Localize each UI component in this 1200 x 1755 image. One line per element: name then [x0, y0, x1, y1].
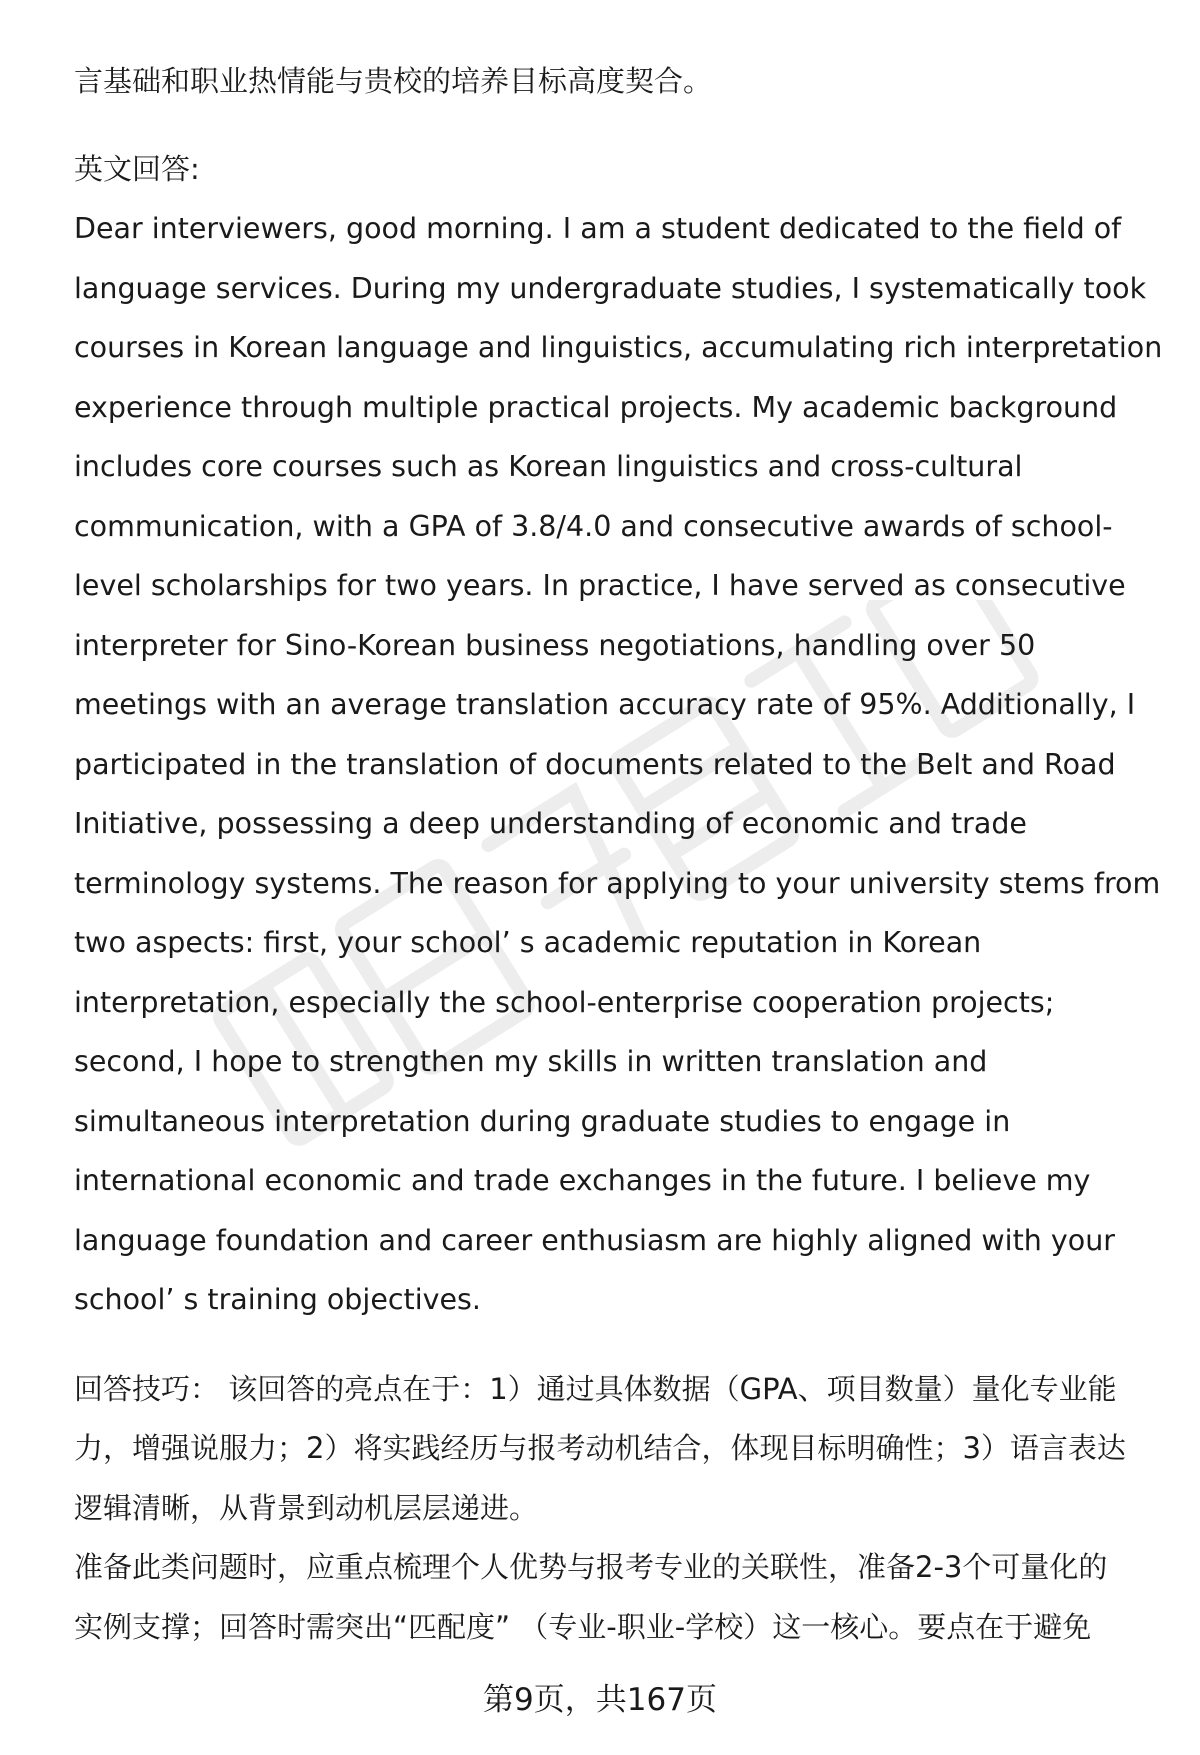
tips-line: 逻辑清晰，从背景到动机层层递进。 [74, 1490, 539, 1525]
english-line: school’ s training objectives. [74, 1283, 481, 1316]
document-body [74, 52, 1163, 1657]
english-line: includes core courses such as Korean linguistics and cross-cultural [74, 450, 1023, 483]
english-line: language services. During my undergraduate studies, I systematically took [74, 271, 1147, 305]
intro-tail-text: 言基础和职业热情能与贵校的培养目标高度契合。 [74, 64, 713, 98]
english-answer-heading: 英文回答: [74, 151, 200, 186]
english-line: communication, with a GPA of 3.8/4.0 and consecutive awards of school- [74, 509, 1113, 543]
english-line: terminology systems. The reason for applying to your university stems from [74, 866, 1161, 900]
english-line: Dear interviewers, good morning. I am a student dedicated to the field of [74, 212, 1122, 245]
tips-line: 实例支撑；回答时需突出“匹配度” （专业-职业-学校）这一核心。要点在于避免 [74, 1609, 1092, 1644]
answer-tips-section [74, 1360, 1156, 1658]
spacer [74, 112, 1156, 140]
english-line: two aspects: first, your school’ s academic reputation in Korean [74, 926, 982, 959]
page-number: 第9页，共167页 [483, 1682, 717, 1718]
spacer [74, 1330, 1156, 1360]
english-answer-paragraph [74, 199, 1163, 1330]
english-line: courses in Korean language and linguistics, accumulating rich interpretation [74, 331, 1163, 364]
english-line: experience through multiple practical projects. My academic background [74, 390, 1118, 424]
english-line: second, I hope to strengthen my skills in written translation and [74, 1045, 988, 1078]
tips-line: 回答技巧： 该回答的亮点在于：1）通过具体数据（GPA、项目数量）量化专业能 [74, 1371, 1117, 1406]
english-line: international economic and trade exchanges in the future. I believe my [74, 1164, 1091, 1197]
tips-line: 准备此类问题时，应重点梳理个人优势与报考专业的关联性，准备2-3个可量化的 [74, 1550, 1108, 1584]
english-line: language foundation and career enthusiasm are highly aligned with your [74, 1223, 1115, 1257]
english-line: interpretation, especially the school-enterprise cooperation projects; [74, 985, 1055, 1019]
english-line: interpreter for Sino-Korean business negotiations, handling over 50 [74, 628, 1036, 662]
english-line: level scholarships for two years. In practice, I have served as consecutive [74, 569, 1126, 602]
english-line: participated in the translation of documents related to the Belt and Road [74, 747, 1116, 781]
english-line: simultaneous interpretation during graduate studies to engage in [74, 1104, 1011, 1138]
english-line: meetings with an average translation accuracy rate of 95%. Additionally, I [74, 688, 1136, 721]
tips-line: 力，增强说服力；2）将实践经历与报考动机结合，体现目标明确性；3）语言表达 [74, 1431, 1126, 1465]
english-line: Initiative, possessing a deep understanding of economic and trade [74, 807, 1027, 840]
